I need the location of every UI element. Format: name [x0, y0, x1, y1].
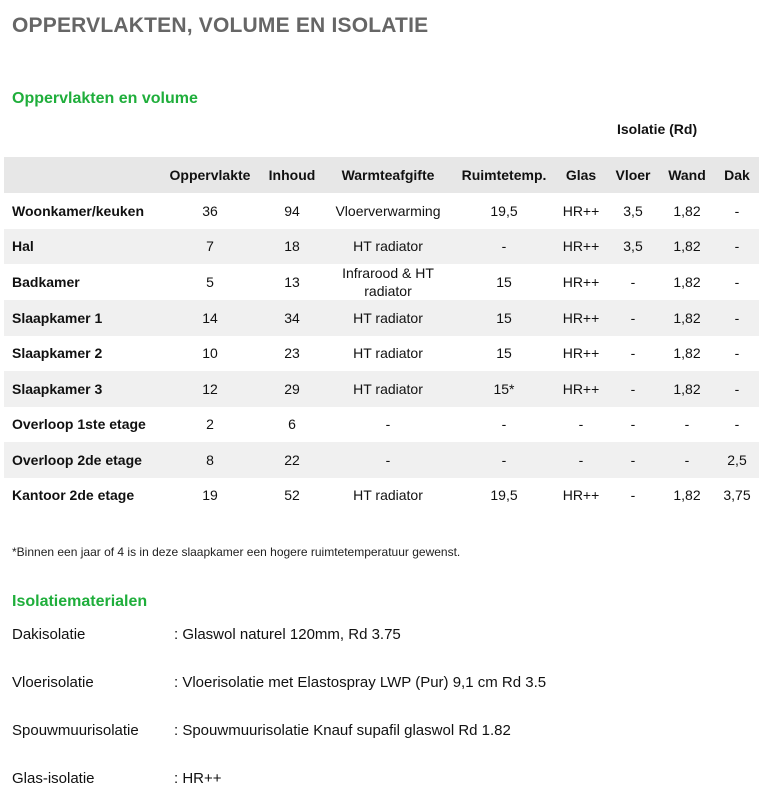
table-cell: 10	[202, 345, 218, 362]
column-header: Dak	[724, 167, 750, 183]
table-row	[4, 300, 759, 336]
table-cell: 15	[496, 274, 512, 290]
material-value: : Vloerisolatie met Elastospray LWP (Pur) 9,1 cm Rd 3.5	[174, 674, 547, 691]
table-cell: HT radiator	[353, 238, 423, 255]
table-cell: 3,5	[623, 202, 643, 219]
table-cell: -	[385, 451, 391, 468]
table-cell: -	[734, 238, 740, 255]
table-cell: 1,82	[673, 274, 701, 290]
table-cell: 6	[288, 416, 296, 433]
material-row-vloerisolatie	[12, 674, 546, 691]
room-name-cell: Kantoor 2de etage	[12, 487, 135, 504]
table-cell: -	[501, 416, 507, 433]
material-label: Dakisolatie	[12, 626, 86, 643]
material-label: Spouwmuurisolatie	[12, 722, 139, 739]
table-cell: -	[578, 416, 584, 433]
column-header: Ruimtetemp.	[461, 167, 547, 183]
room-name-cell: Badkamer	[12, 274, 80, 290]
table-cell: -	[501, 238, 507, 255]
table-cell: HR++	[562, 202, 600, 219]
page-title: OPPERVLAKTEN, VOLUME EN ISOLATIE	[12, 14, 429, 37]
table-cell: -	[630, 309, 636, 326]
table-cell: 29	[284, 380, 300, 397]
table-cell: 5	[206, 274, 214, 290]
table-cell: 14	[202, 309, 218, 326]
table-cell: 3,5	[623, 238, 643, 255]
footnote: *Binnen een jaar of 4 is in deze slaapkamer een hogere ruimtetemperatuur gewenst.	[12, 545, 461, 559]
table-cell: -	[734, 202, 740, 219]
room-name-cell: Hal	[12, 238, 34, 255]
section-heading-oppervlakten: Oppervlakten en volume	[12, 90, 198, 107]
material-row-spouwmuurisolatie	[12, 722, 511, 739]
isolatie-column-group-header: Isolatie (Rd)	[617, 121, 698, 137]
table-cell: -	[630, 380, 636, 397]
table-cell: -	[630, 487, 636, 504]
table-cell: 2	[206, 416, 214, 433]
column-header: Warmteafgifte	[341, 167, 435, 183]
table-row	[4, 407, 759, 443]
table-cell: -	[630, 451, 636, 468]
table-cell: Vloerverwarming	[335, 202, 441, 219]
table-cell: HR++	[562, 274, 600, 290]
table-cell: 15*	[493, 380, 515, 397]
table-cell: HR++	[562, 487, 600, 504]
table-cell: -	[578, 451, 584, 468]
table-cell: -	[630, 416, 636, 433]
column-header: Vloer	[615, 167, 651, 183]
room-name-cell: Overloop 2de etage	[12, 451, 142, 468]
room-name-cell: Woonkamer/keuken	[12, 202, 145, 219]
table-cell: 36	[202, 202, 218, 219]
rooms-table	[4, 157, 759, 513]
table-row	[4, 478, 759, 514]
table-cell: 23	[284, 345, 300, 362]
room-name-cell: Slaapkamer 3	[12, 380, 103, 397]
table-cell: 15	[496, 345, 512, 362]
material-value: : HR++	[174, 770, 222, 787]
table-cell: 19,5	[490, 487, 518, 504]
table-row	[4, 442, 759, 478]
column-header: Glas	[565, 167, 597, 183]
section-heading-isolatiematerialen: Isolatiematerialen	[12, 593, 148, 610]
material-value: : Glaswol naturel 120mm, Rd 3.75	[174, 626, 401, 643]
table-cell: -	[734, 345, 740, 362]
material-row-dakisolatie	[12, 626, 401, 643]
table-cell: 2,5	[727, 451, 747, 468]
material-row-glas-isolatie	[12, 770, 222, 787]
column-header: Oppervlakte	[169, 167, 251, 183]
table-cell: 1,82	[673, 380, 701, 397]
table-cell: -	[734, 309, 740, 326]
table-cell: 1,82	[673, 345, 701, 362]
column-header: Wand	[668, 167, 706, 183]
table-cell: 7	[206, 238, 214, 255]
material-value: : Spouwmuurisolatie Knauf supafil glaswol Rd 1.82	[174, 722, 511, 739]
table-cell: -	[630, 274, 636, 290]
table-cell: HT radiator	[353, 309, 423, 326]
table-cell: -	[385, 416, 391, 433]
table-cell: -	[734, 274, 740, 290]
table-row	[4, 371, 759, 407]
table-header-row	[4, 157, 759, 193]
table-cell: -	[630, 345, 636, 362]
table-cell: 8	[206, 451, 214, 468]
material-label: Vloerisolatie	[12, 674, 94, 691]
table-cell: Infrarood & HT radiator	[342, 265, 434, 299]
room-name-cell: Overloop 1ste etage	[12, 416, 146, 433]
table-cell: 34	[284, 309, 300, 326]
column-header: Inhoud	[268, 167, 316, 183]
table-cell: -	[684, 451, 690, 468]
table-cell: HT radiator	[353, 345, 423, 362]
table-cell: 13	[284, 274, 300, 290]
table-cell: 1,82	[673, 238, 701, 255]
table-cell: -	[684, 416, 690, 433]
table-cell: 1,82	[673, 487, 701, 504]
column-header	[4, 157, 159, 193]
table-cell: HR++	[562, 309, 600, 326]
table-cell: -	[501, 451, 507, 468]
table-cell: HR++	[562, 345, 600, 362]
table-cell: 12	[202, 380, 218, 397]
table-cell: 22	[284, 451, 300, 468]
table-cell: HR++	[562, 380, 600, 397]
table-cell: -	[734, 416, 740, 433]
table-row	[4, 336, 759, 372]
table-row	[4, 229, 759, 265]
room-name-cell: Slaapkamer 1	[12, 309, 103, 326]
table-row	[4, 264, 759, 300]
table-row	[4, 193, 759, 229]
table-cell: 18	[284, 238, 300, 255]
table-cell: 19	[202, 487, 218, 504]
table-cell: 94	[284, 202, 300, 219]
table-cell: 1,82	[673, 309, 701, 326]
table-cell: 1,82	[673, 202, 701, 219]
table-cell: 52	[284, 487, 300, 504]
table-cell: HT radiator	[353, 380, 423, 397]
table-cell: HT radiator	[353, 487, 423, 504]
table-cell: 3,75	[723, 487, 751, 504]
room-name-cell: Slaapkamer 2	[12, 345, 103, 362]
table-cell: 19,5	[490, 202, 518, 219]
table-cell: -	[734, 380, 740, 397]
table-cell: 15	[496, 309, 512, 326]
material-label: Glas-isolatie	[12, 770, 95, 787]
table-cell: HR++	[562, 238, 600, 255]
